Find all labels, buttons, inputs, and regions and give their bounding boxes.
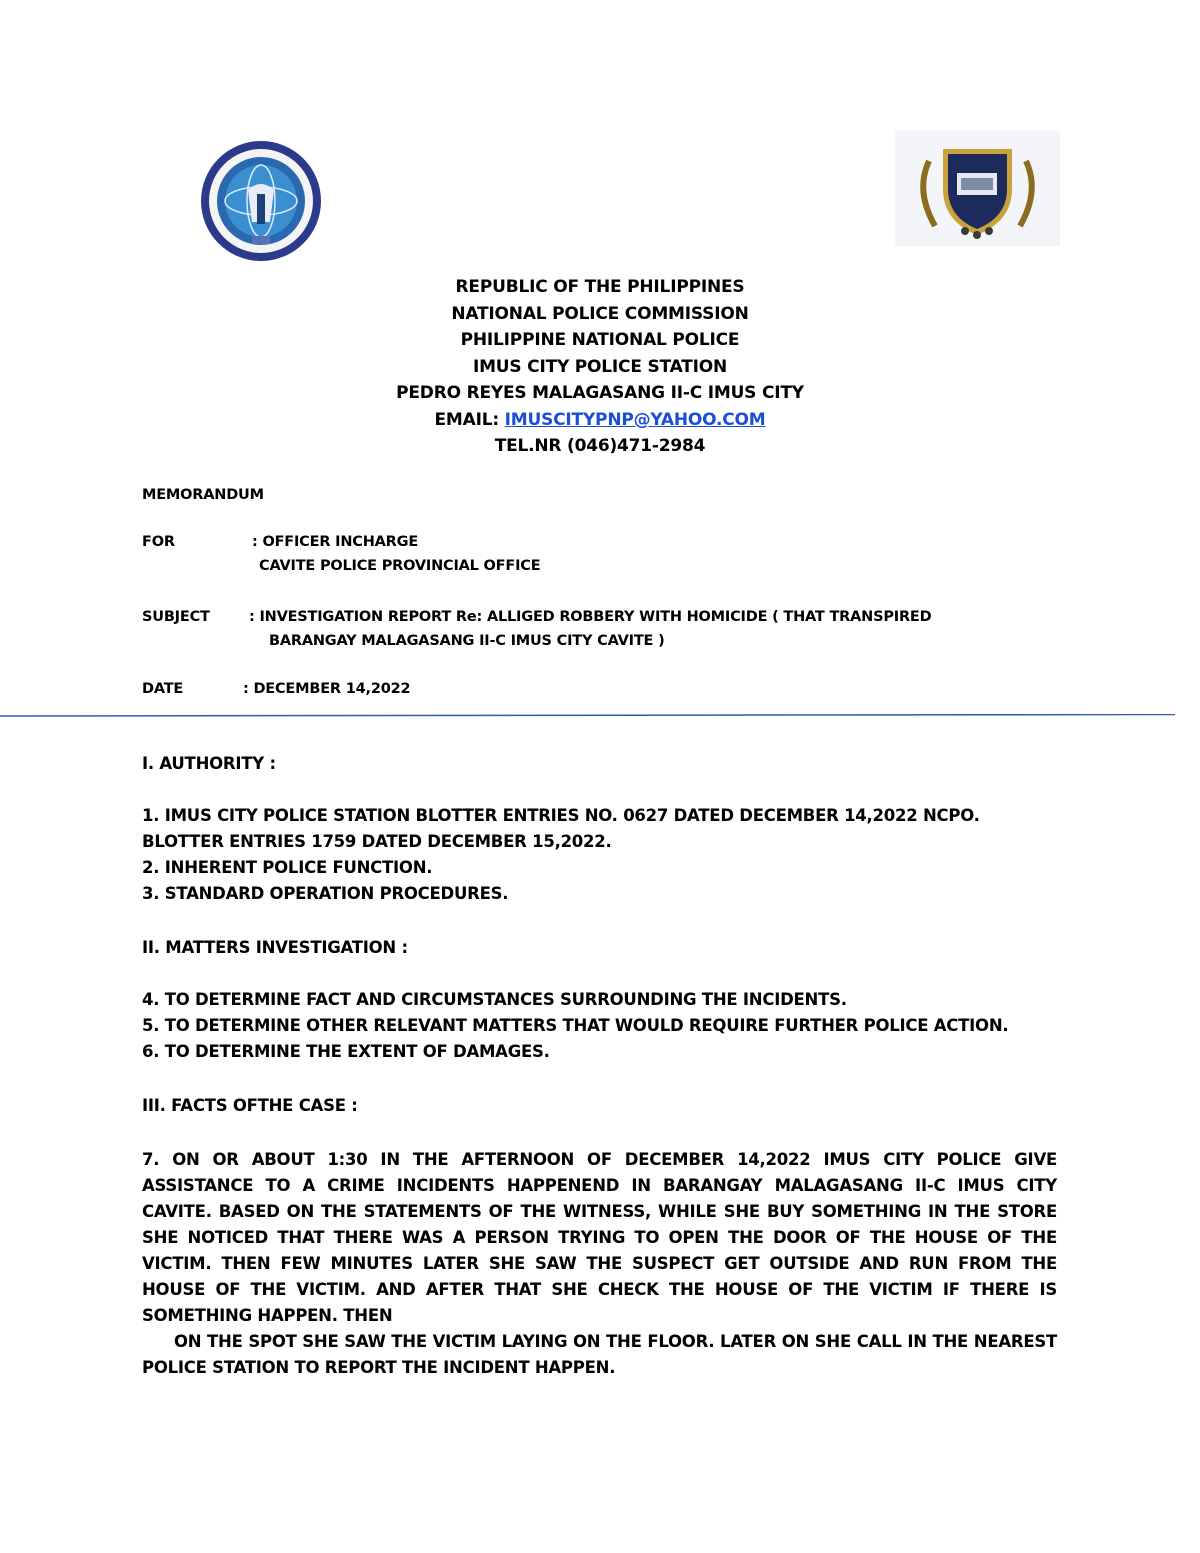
header-line-napolcom: NATIONAL POLICE COMMISSION xyxy=(451,303,749,324)
for-label: FOR xyxy=(142,534,175,550)
header-email-line xyxy=(0,407,1200,434)
ncpo-seal-logo xyxy=(200,140,322,262)
header-line-station: IMUS CITY POLICE STATION xyxy=(472,356,728,377)
matters-heading: II. MATTERS INVESTIGATION : xyxy=(142,938,408,957)
authority-item-1: 1. IMUS CITY POLICE STATION BLOTTER ENTRIES NO. 0627 DATED DECEMBER 14,2022 NCPO. BLOTTER ENTRIES 1759 DATED DECEMBER 15,2022. xyxy=(142,806,980,851)
header-line-address: PEDRO REYES MALAGASANG II-C IMUS CITY xyxy=(396,383,804,403)
authority-heading: I. AUTHORITY : xyxy=(142,754,276,773)
for-value-office: CAVITE POLICE PROVINCIAL OFFICE xyxy=(259,558,541,574)
facts-paragraph xyxy=(142,1147,1057,1381)
matters-list xyxy=(142,987,1057,1065)
header-line-republic: REPUBLIC OF THE PHILIPPINES xyxy=(455,277,745,297)
email-label: EMAIL: xyxy=(434,409,505,430)
facts-item-7: 7. ON OR ABOUT 1:30 IN THE AFTERNOON OF DECEMBER 14,2022 IMUS CITY POLICE GIVE ASSISTANCE TO A CRIME INCIDENTS HAPPENEND IN BARANGAY MALAGASANG II-C IMUS CITY CAVITE. BASED ON THE STATEMENTS OF THE WITNESS, WHILE SHE BUY SOMETHING IN THE STORE SHE NOTICED THAT THERE WAS A PERSON TRYING TO OPEN THE DOOR OF THE HOUSE OF THE VICTIM. THEN FEW MINUTES LATER SHE SAW THE SUSPECT GET OUTSIDE AND RUN FROM THE HOUSE OF THE VICTIM. AND AFTER THAT SHE CHECK THE HOUSE OF THE VICTIM IF THERE IS SOMETHING HAPPEN. THEN xyxy=(142,1150,1057,1325)
subject-value-cont: BARANGAY MALAGASANG II-C IMUS CITY CAVITE ) xyxy=(269,633,665,649)
pnp-shield-badge-logo xyxy=(895,131,1060,246)
authority-item-2: 2. INHERENT POLICE FUNCTION. xyxy=(142,858,433,877)
email-link[interactable]: IMUSCITYPNP@YAHOO.COM xyxy=(504,409,766,430)
section-divider xyxy=(0,714,1175,717)
authority-item-3: 3. STANDARD OPERATION PROCEDURES. xyxy=(142,884,509,903)
subject-label: SUBJECT xyxy=(142,609,210,625)
subject-value: : INVESTIGATION REPORT Re: ALLIGED ROBBERY WITH HOMICIDE ( THAT TRANSPIRED xyxy=(249,609,932,625)
facts-heading: III. FACTS OFTHE CASE : xyxy=(142,1096,358,1115)
matters-item-6: 6. TO DETERMINE THE EXTENT OF DAMAGES. xyxy=(142,1042,550,1061)
for-value: : OFFICER INCHARGE xyxy=(252,534,419,550)
facts-item-7-cont: ON THE SPOT SHE SAW THE VICTIM LAYING ON THE FLOOR. LATER ON SHE CALL IN THE NEAREST POLICE STATION TO REPORT THE INCIDENT HAPPEN. xyxy=(142,1332,1057,1377)
header-tel: TEL.NR (046)471-2984 xyxy=(494,436,706,456)
date-label: DATE xyxy=(142,681,184,697)
letterhead xyxy=(0,274,1200,460)
matters-item-5: 5. TO DETERMINE OTHER RELEVANT MATTERS THAT WOULD REQUIRE FURTHER POLICE ACTION. xyxy=(142,1016,1009,1035)
date-value: : DECEMBER 14,2022 xyxy=(243,681,411,697)
memo-title: MEMORANDUM xyxy=(142,487,264,503)
matters-item-4: 4. TO DETERMINE FACT AND CIRCUMSTANCES SURROUNDING THE INCIDENTS. xyxy=(142,990,847,1009)
header-line-pnp: PHILIPPINE NATIONAL POLICE xyxy=(460,330,740,350)
authority-list xyxy=(142,803,1057,907)
